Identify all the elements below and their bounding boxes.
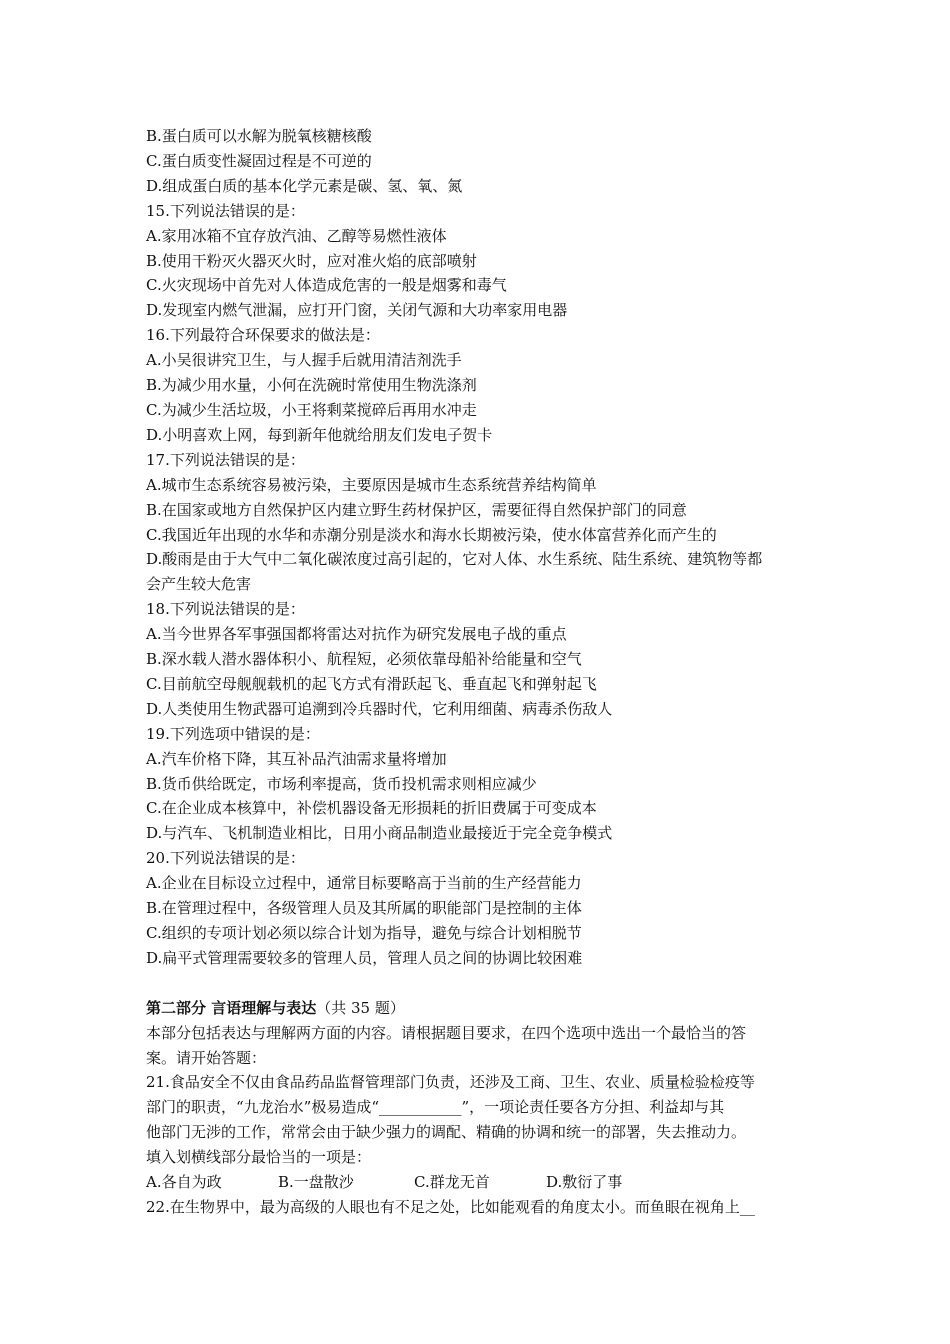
text-line: C.蛋白质变性凝固过程是不可逆的 [146,151,372,170]
section-intro-line: 案。请开始答题： [146,1048,267,1067]
text-line: A.小吴很讲究卫生，与人握手后就用清洁剂洗手 [146,351,462,370]
text-line: B.蛋白质可以水解为脱氧核糖核酸 [146,127,372,145]
text-line: A.城市生态系统容易被污染，主要原因是城市生态系统营养结构简单 [146,475,597,494]
text-line: B.在管理过程中，各级管理人员及其所属的职能部门是控制的主体 [146,899,582,918]
text-line: 16.下列最符合环保要求的做法是： [146,326,380,345]
question-21-line: 填入划横线部分最恰当的一项是： [146,1148,372,1167]
question-22-line: 22.在生物界中，最为高级的人眼也有不足之处，比如能观看的角度太小。而鱼眼在视角上__ [146,1197,755,1216]
section-heading [146,996,812,1021]
text-line: D.发现室内燃气泄漏，应打开门窗，关闭气源和大功率家用电器 [146,301,568,320]
text-line: B.货币供给既定，市场利率提高，货币投机需求则相应减少 [146,774,537,793]
text-line: D.与汽车、飞机制造业相比，日用小商品制造业最接近于完全竞争模式 [146,824,613,843]
text-line: B.深水载人潜水器体积小、航程短，必须依靠母船补给能量和空气 [146,650,582,669]
text-line: A.汽车价格下降，其互补品汽油需求量将增加 [146,749,447,768]
question-21-line: 21.食品安全不仅由食品药品监督管理部门负责，还涉及工商、卫生、农业、质量检验检疫等 [146,1073,755,1092]
text-line: B.在国家或地方自然保护区内建立野生药材保护区，需要征得自然保护部门的同意 [146,500,687,519]
text-line: 19.下列选项中错误的是： [146,724,320,743]
text-line: A.家用冰箱不宜存放汽油、乙醇等易燃性液体 [146,226,447,245]
section-title: 第二部分 言语理解与表达 [146,998,317,1017]
text-line: C.我国近年出现的水华和赤潮分别是淡水和海水长期被污染，使水体富营养化而产生的 [146,525,717,544]
text-line: C.组织的专项计划必须以综合计划为指导，避免与综合计划相脱节 [146,924,582,942]
text-line: 18.下列说法错误的是： [146,600,305,619]
section-intro-line: 本部分包括表达与理解两方面的内容。请根据题目要求，在四个选项中选出一个最恰当的答 [146,1023,747,1042]
option-c: C.群龙无首 [414,1173,490,1192]
text-line: A.当今世界各军事强国都将雷达对抗作为研究发展电子战的重点 [146,625,567,644]
section-spacer [146,971,812,996]
question-21-options [146,1170,812,1195]
text-line: C.在企业成本核算中，补偿机器设备无形损耗的折旧费属于可变成本 [146,799,597,818]
question-21-line: 他部门无涉的工作，常常会由于缺少强力的调配、精确的协调和统一的部署，失去推动力。 [146,1123,747,1142]
text-line: D.小明喜欢上网，每到新年他就给朋友们发电子贺卡 [146,425,493,444]
text-line: C.目前航空母舰舰载机的起飞方式有滑跃起飞、垂直起飞和弹射起飞 [146,674,597,693]
text-line: D.扁平式管理需要较多的管理人员，管理人员之间的协调比较困难 [146,948,583,967]
document-page [146,124,812,1220]
text-line: A.企业在目标设立过程中，通常目标要略高于当前的生产经营能力 [146,874,582,893]
text-line: 17.下列说法错误的是： [146,450,305,469]
question-21-line: 部门的职责，“九龙治水”极易造成“___________”，一项论责任要各方分担、利益却与其 [146,1098,725,1117]
text-line: 20.下列说法错误的是： [146,849,305,868]
text-line: D.人类使用生物武器可追溯到冷兵器时代，它利用细菌、病毒杀伤敌人 [146,699,613,718]
text-line: D.组成蛋白质的基本化学元素是碳、氢、氧、氮 [146,176,463,195]
text-line: B.使用干粉灭火器灭火时，应对准火焰的底部喷射 [146,251,477,270]
section-title-count: （共 35 题） [316,998,405,1017]
option-d: D.敷衍了事 [546,1173,623,1192]
option-b: B.一盘散沙 [278,1173,354,1192]
text-line: D.酸雨是由于大气中二氧化碳浓度过高引起的，它对人体、水生系统、陆生系统、建筑物等都 [146,550,763,569]
question-block-14-20 [146,124,812,971]
text-line: 会产生较大危害 [146,575,252,594]
text-line: C.火灾现场中首先对人体造成危害的一般是烟雾和毒气 [146,276,507,295]
option-a: A.各自为政 [146,1173,222,1192]
text-line: C.为减少生活垃圾，小王将剩菜搅碎后再用水冲走 [146,400,477,419]
text-line: B.为减少用水量，小何在洗碗时常使用生物洗涤剂 [146,376,477,395]
text-line: 15.下列说法错误的是： [146,201,305,220]
